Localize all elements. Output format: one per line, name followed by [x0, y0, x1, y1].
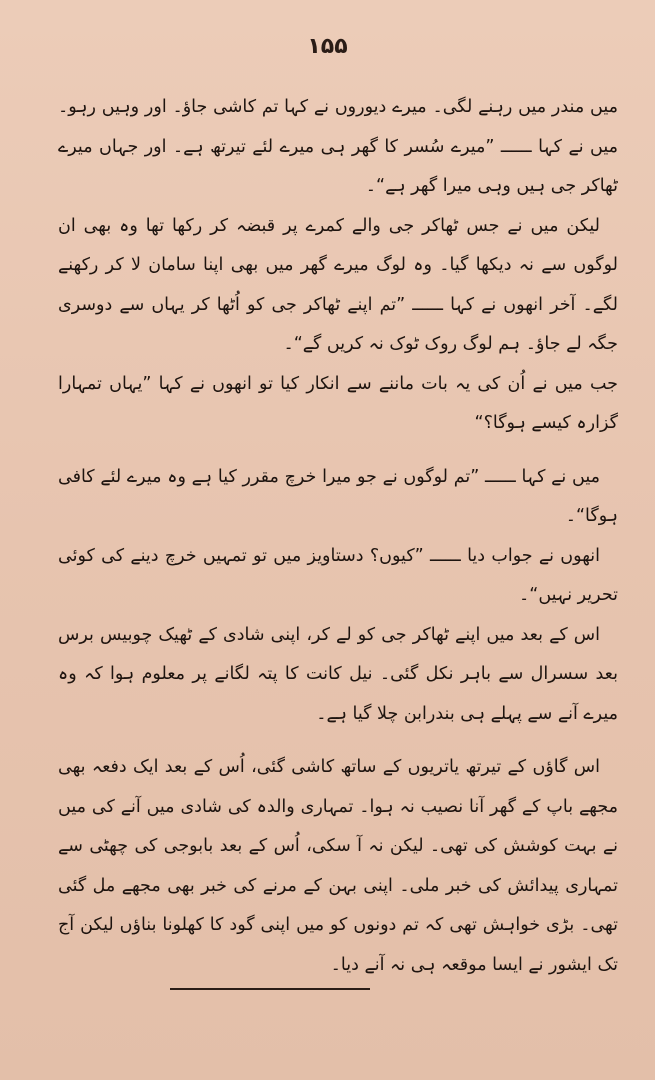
paragraph: اس گاؤں کے تیرتھ یاتریوں کے ساتھ کاشی گئی، اُس کے بعد ایک دفعہ بھی مجھے باپ کے گھر آنا نصیب نہ ہوا۔ تمہاری والدہ کی شادی میں آنے کی میں نے بہت کوشش کی تھی۔ لیکن نہ آ سکی، اُس کے بعد بابوجی کی چھٹی سے تمہاری پیدائش کی خبر ملی۔ اپنی بہن کے مرنے کی خبر بھی مجھے مل گئی تھی۔ بڑی خواہش تھی کہ تم دونوں کو میں اپنی گود کا کھلونا بناؤں لیکن آج تک ایشور نے ایسا موقعہ ہی نہ آنے دیا۔ [58, 757, 618, 975]
paragraph: میں نے کہا ــــــ ”تم لوگوں نے جو میرا خرچ مقرر کیا ہے وہ میرے لئے کافی ہوگا“۔ [58, 466, 618, 526]
page-number: ۱۵۵ [307, 34, 348, 59]
paragraph: جب میں نے اُن کی یہ بات ماننے سے انکار کیا تو انھوں نے کہا ”یہاں تمہارا گزارہ کیسے ہوگا؟“ [58, 373, 618, 433]
paragraph: انھوں نے جواب دیا ــــــ ”کیوں؟ دستاویز میں تو تمہیں خرچ دینے کی کوئی تحریر نہیں“۔ [58, 545, 618, 605]
section-divider [170, 988, 370, 990]
paragraph: میں مندر میں رہنے لگی۔ میرے دیوروں نے کہا تم کاشی جاؤ۔ اور وہیں رہو۔ میں نے کہا ــــــ ”میرے سُسر کا گھر ہی میرے لئے تیرتھ ہے۔ اور جہاں میرے ٹھاکر جی ہیں وہی میرا گھر ہے“۔ [58, 97, 618, 196]
paragraph: اس کے بعد میں اپنے ٹھاکر جی کو لے کر، اپنی شادی کے ٹھیک چوبیس برس بعد سسرال سے باہر نکل گئی۔ نیل کانت کا پتہ لگانے پر معلوم ہوا کہ وہ میرے آنے سے پہلے ہی بندرابن چلا گیا ہے۔ [58, 624, 618, 724]
paragraph: لیکن میں نے جس ٹھاکر جی والے کمرے پر قبضہ کر رکھا تھا وہ بھی ان لوگوں سے نہ دیکھا گیا۔ وہ لوگ میرے گھر میں بھی اپنا سامان لا کر رکھنے لگے۔ آخر انھوں نے کہا ــــــ ”تم اپنے ٹھاکر جی کو اُٹھا کر یہاں سے دوسری جگہ لے جاؤ۔ ہم لوگ روک ٹوک نہ کریں گے“۔ [58, 215, 618, 354]
body-text [58, 88, 618, 985]
